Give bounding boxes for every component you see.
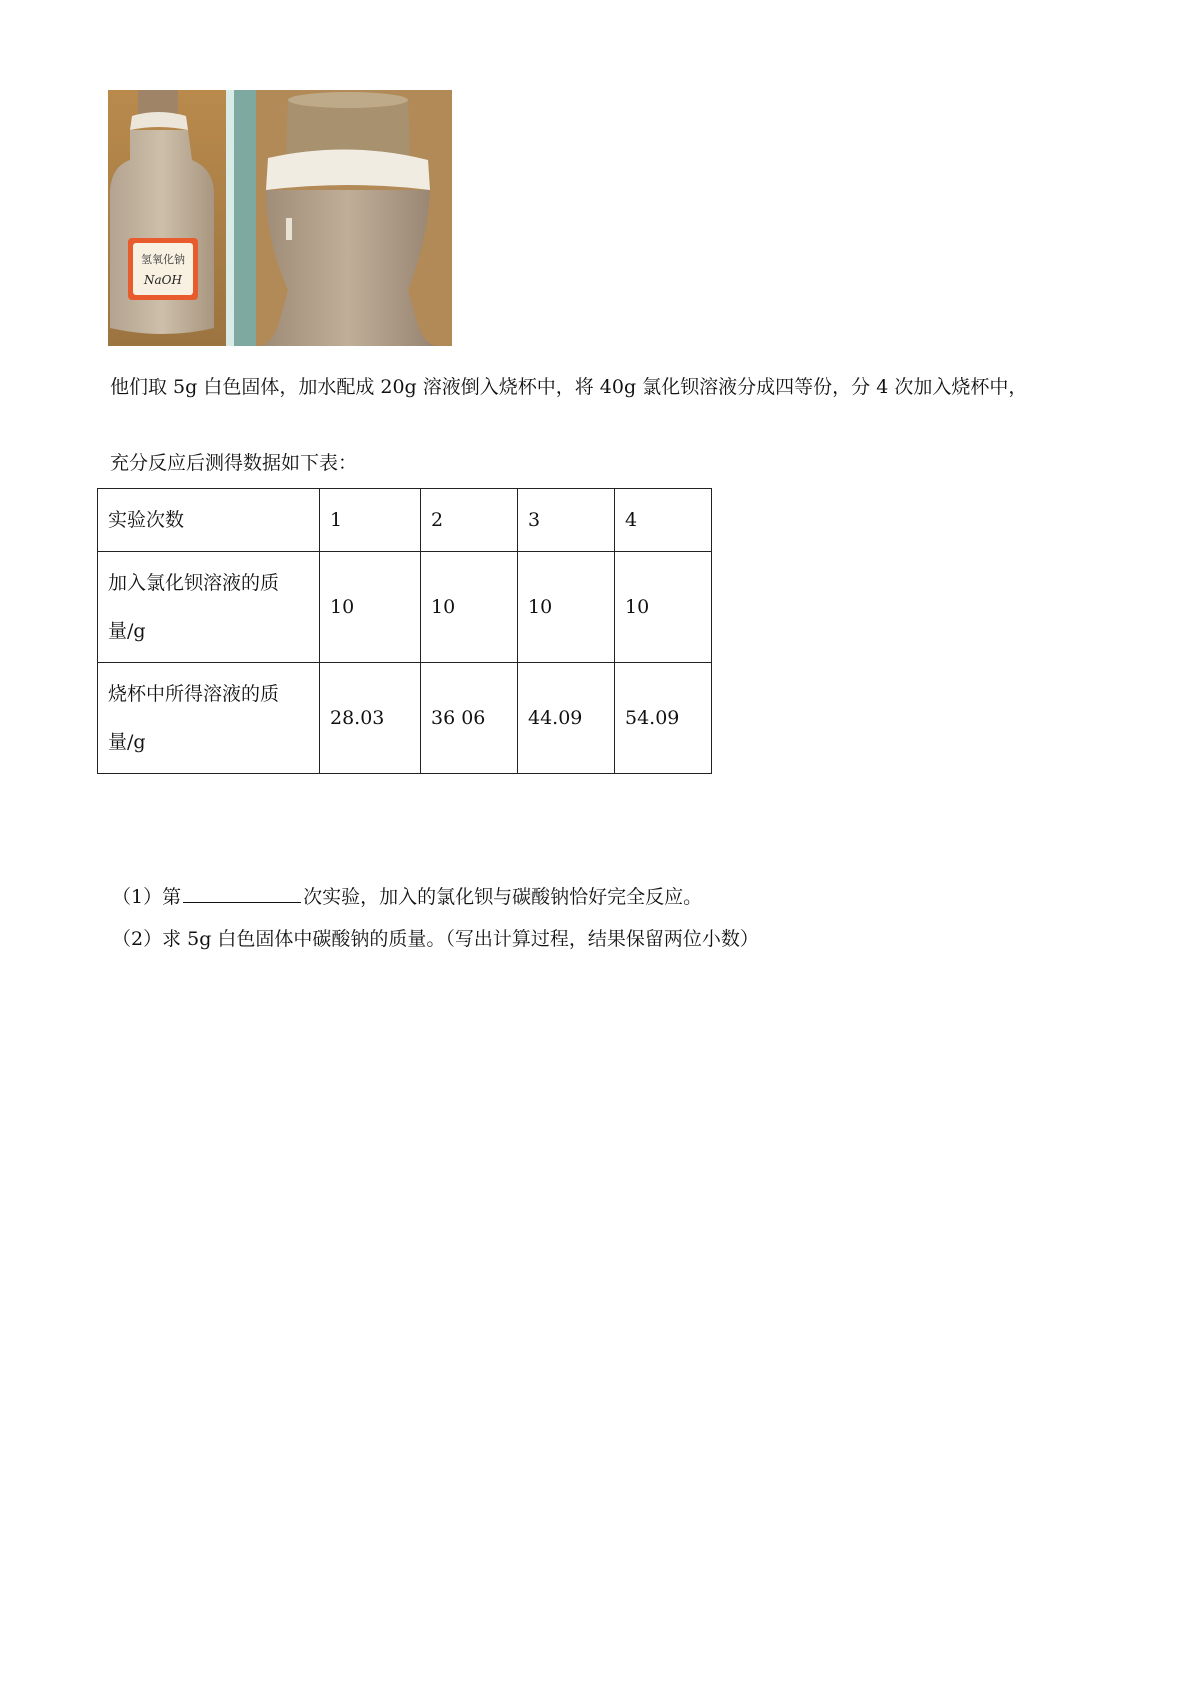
table-cell: 28.03: [320, 663, 421, 774]
question-1-suffix: 次实验，加入的氯化钡与碳酸钠恰好完全反应。: [303, 886, 703, 908]
bottle-label-text-formula: NaOH: [144, 273, 182, 287]
table-row-label: 加入氯化钡溶液的质量/g: [98, 552, 320, 663]
table-cell: 10: [320, 552, 421, 663]
question-1: [112, 882, 702, 910]
question-2: （2）求 5g 白色固体中碳酸钠的质量。（写出计算过程，结果保留两位小数）: [112, 928, 759, 950]
table-row-header: [98, 489, 712, 552]
intro-line-2: 充分反应后测得数据如下表：: [110, 452, 358, 474]
table-row-label: 烧杯中所得溶液的质量/g: [98, 663, 320, 774]
intro-line-1: 他们取 5g 白色固体，加水配成 20g 溶液倒入烧杯中，将 40g 氯化钡溶液分成四等份，分 4 次加入烧杯中，: [110, 376, 1028, 398]
answer-blank[interactable]: [183, 882, 301, 903]
table-header-cell: 实验次数: [98, 489, 320, 552]
question-1-prefix: （1）第: [112, 886, 182, 908]
table-header-cell: 4: [615, 489, 712, 552]
table-cell: 10: [615, 552, 712, 663]
table-cell: 44.09: [518, 663, 615, 774]
reagent-bottles-photo: [108, 90, 452, 346]
table-header-cell: 1: [320, 489, 421, 552]
table-row: [98, 663, 712, 774]
table-cell: 36 06: [421, 663, 518, 774]
table-header-cell: 2: [421, 489, 518, 552]
bottle-label-text-cn: 氢氧化钠: [141, 253, 185, 266]
table-cell: 10: [421, 552, 518, 663]
table-header-cell: 3: [518, 489, 615, 552]
data-table: [97, 488, 712, 774]
table-cell: 10: [518, 552, 615, 663]
table-cell: 54.09: [615, 663, 712, 774]
table-row: [98, 552, 712, 663]
